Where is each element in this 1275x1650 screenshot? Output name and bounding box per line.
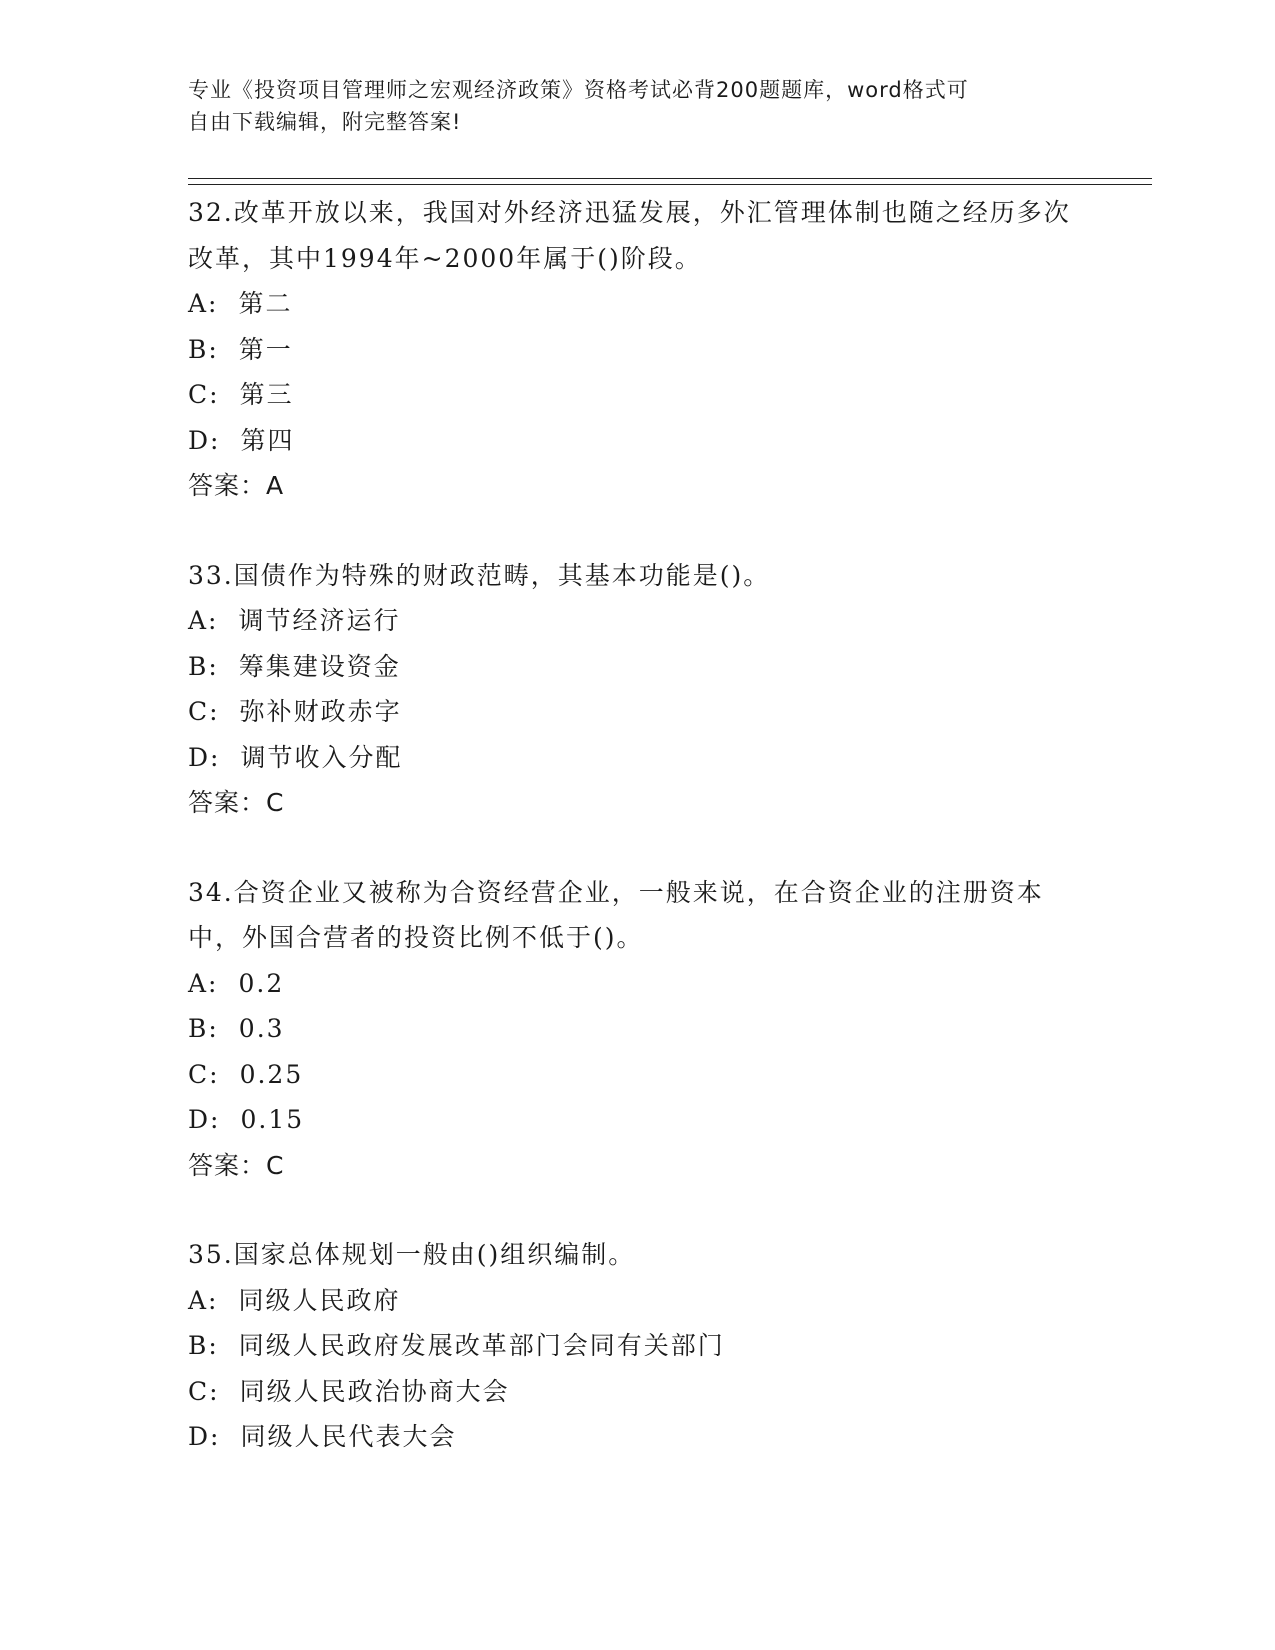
- option-letter: D:: [188, 1422, 221, 1451]
- option-letter: B:: [188, 1331, 219, 1360]
- option-d: [188, 735, 1088, 781]
- header-line-2: 自由下载编辑，附完整答案!: [188, 110, 462, 134]
- option-c: [188, 372, 1088, 418]
- document-header: [188, 74, 1068, 138]
- option-d: [188, 418, 1088, 464]
- option-text: 第四: [240, 425, 295, 455]
- header-divider-bottom: [188, 184, 1152, 185]
- option-letter: A:: [188, 289, 219, 318]
- option-text: 同级人民政府: [238, 1285, 401, 1315]
- option-text: 第二: [238, 289, 293, 318]
- option-d: [188, 1097, 1088, 1143]
- option-a: [188, 961, 1088, 1007]
- option-letter: A:: [188, 606, 219, 635]
- option-text: 第一: [238, 334, 293, 364]
- option-text: 同级人民政府发展改革部门会同有关部门: [238, 1331, 725, 1360]
- answer-line: 答案：A: [188, 471, 285, 500]
- header-line-1: 专业《投资项目管理师之宏观经济政策》资格考试必背200题题库，word格式可: [188, 78, 969, 102]
- question-stem: 32.改革开放以来，我国对外经济迅猛发展，外汇管理体制也随之经历多次改革，其中1994年~2000年属于()阶段。: [188, 198, 1071, 273]
- option-text: 0.2: [238, 968, 285, 998]
- option-text: 筹集建设资金: [238, 651, 401, 681]
- option-letter: D:: [188, 425, 221, 455]
- question-stem: 34.合资企业又被称为合资经营企业，一般来说，在合资企业的注册资本中，外国合营者的投资比例不低于()。: [188, 877, 1044, 952]
- option-b: [188, 1323, 1088, 1369]
- option-letter: C:: [188, 380, 220, 409]
- option-letter: D:: [188, 742, 221, 772]
- option-a: [188, 598, 1088, 644]
- option-c: [188, 689, 1088, 735]
- option-letter: C:: [188, 697, 220, 726]
- option-text: 同级人民代表大会: [240, 1422, 457, 1451]
- option-a: [188, 281, 1088, 327]
- option-text: 0.3: [238, 1014, 285, 1043]
- option-text: 第三: [239, 380, 294, 409]
- option-letter: C:: [188, 1059, 220, 1089]
- option-b: [188, 1006, 1088, 1052]
- question-stem: 33.国债作为特殊的财政范畴，其基本功能是()。: [188, 560, 771, 590]
- answer-line: 答案：C: [188, 1150, 285, 1180]
- header-divider-top: [188, 178, 1152, 179]
- option-letter: D:: [188, 1105, 221, 1134]
- option-text: 0.15: [240, 1105, 305, 1134]
- option-text: 同级人民政治协商大会: [239, 1376, 510, 1406]
- option-c: [188, 1052, 1088, 1098]
- option-letter: B:: [188, 334, 219, 364]
- option-letter: A:: [188, 968, 219, 998]
- option-text: 调节收入分配: [240, 742, 403, 772]
- option-text: 0.25: [239, 1059, 304, 1089]
- option-d: [188, 1414, 1088, 1460]
- option-letter: C:: [188, 1376, 220, 1406]
- option-letter: B:: [188, 651, 219, 681]
- option-a: [188, 1278, 1088, 1324]
- option-letter: B:: [188, 1014, 219, 1043]
- option-b: [188, 327, 1088, 373]
- question-32: [188, 190, 1088, 509]
- option-b: [188, 644, 1088, 690]
- question-34: [188, 870, 1088, 1189]
- answer-line: 答案：C: [188, 788, 285, 817]
- question-stem: 35.国家总体规划一般由()组织编制。: [188, 1240, 636, 1269]
- option-c: [188, 1369, 1088, 1415]
- question-list: [188, 190, 1088, 1504]
- option-letter: A:: [188, 1285, 219, 1315]
- option-text: 调节经济运行: [238, 606, 401, 635]
- option-text: 弥补财政赤字: [239, 697, 402, 726]
- question-35: [188, 1232, 1088, 1460]
- question-33: [188, 553, 1088, 826]
